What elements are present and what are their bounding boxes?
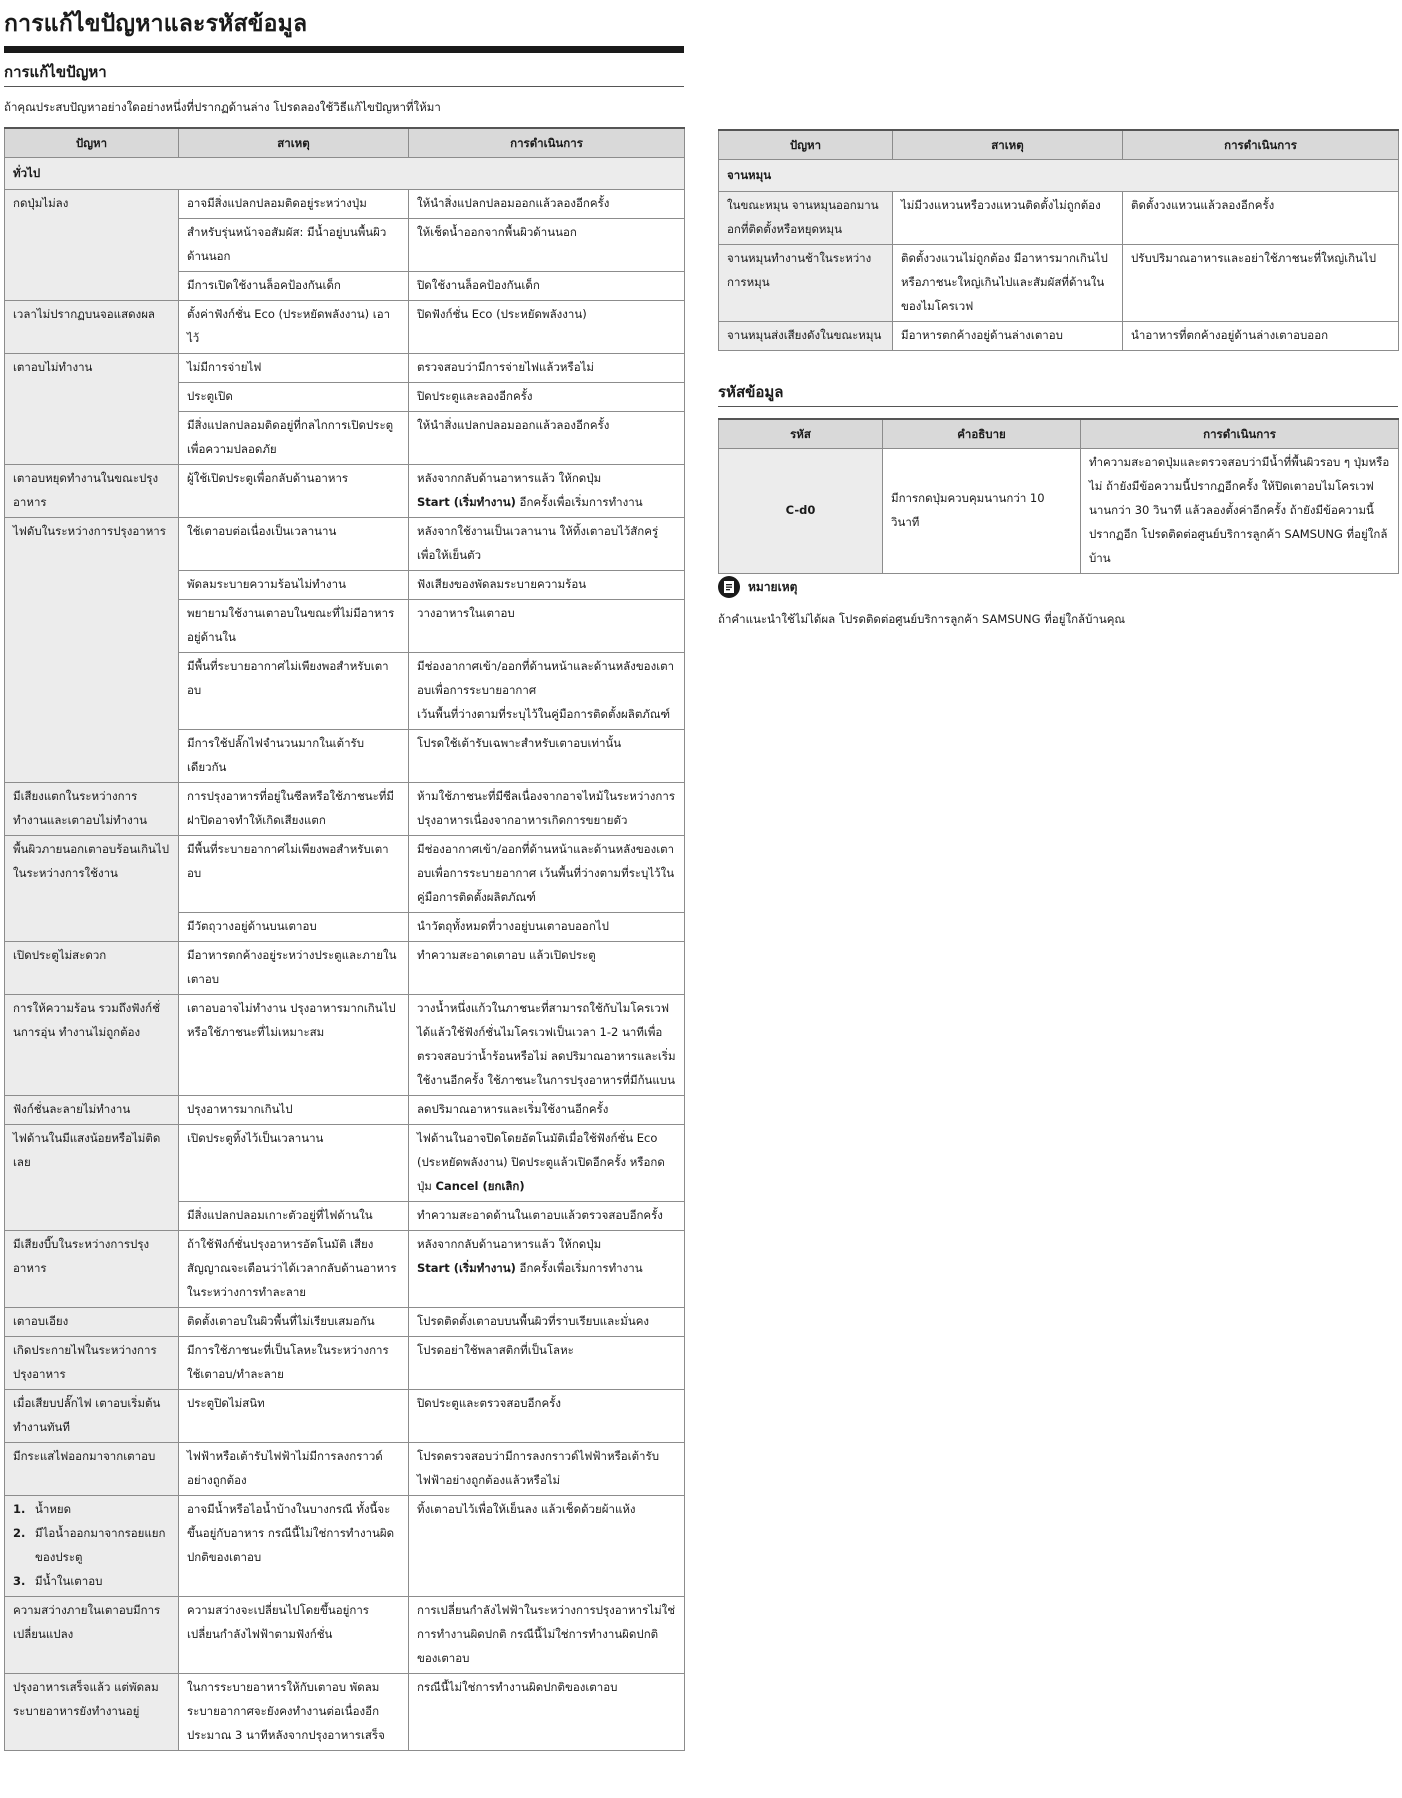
start-button-label: Start (เริ่มทำงาน) <box>417 1261 516 1275</box>
cause-cell: ไม่มีวงแหวนหรือวงแหวนติดตั้งไม่ถูกต้อง <box>893 192 1123 245</box>
list-item <box>13 1569 170 1593</box>
action-cell: ให้นำสิ่งแปลกปลอมออกแล้วลองอีกครั้ง <box>409 190 685 219</box>
header-action: การดำเนินการ <box>1123 130 1399 160</box>
problem-cell: ฟังก์ชั่นละลายไม่ทำงาน <box>5 1096 179 1125</box>
action-cell: มีช่องอากาศเข้า/ออกที่ด้านหน้าและด้านหลังของเตาอบเพื่อการระบายอากาศ เว้นพื้นที่ว่างตามที่ระบุไว้ในคู่มือการติดตั้งผลิตภัณฑ์ <box>409 836 685 913</box>
list-text: มีไอน้ำออกมาจากรอยแยกของประตู <box>35 1526 166 1564</box>
table-row <box>5 1125 685 1202</box>
cause-cell: มีการเปิดใช้งานล็อคป้องกันเด็ก <box>179 272 409 301</box>
cause-cell: การปรุงอาหารที่อยู่ในซีลหรือใช้ภาชนะที่มีฝาปิดอาจทำให้เกิดเสียงแตก <box>179 783 409 836</box>
page-title: การแก้ไขปัญหาและรหัสข้อมูล <box>4 11 308 37</box>
action-cell <box>409 653 685 730</box>
problem-cell: เตาอบเอียง <box>5 1308 179 1337</box>
cause-cell: มีการใช้ปลั๊กไฟจำนวนมากในเต้ารับเดียวกัน <box>179 730 409 783</box>
table-header-row <box>5 128 685 158</box>
table-row <box>719 322 1399 351</box>
cause-cell: อาจมีน้ำหรือไอน้ำบ้างในบางกรณี ทั้งนี้จะขึ้นอยู่กับอาหาร กรณีนี้ไม่ใช่การทำงานผิดปกติของเตาอบ <box>179 1496 409 1597</box>
table-header-row <box>719 130 1399 160</box>
problem-cell: ไฟดับในระหว่างการปรุงอาหาร <box>5 518 179 783</box>
table-row <box>5 1674 685 1751</box>
cause-cell: ประตูปิดไม่สนิท <box>179 1390 409 1443</box>
cause-cell: ติดตั้งเตาอบในผิวพื้นที่ไม่เรียบเสมอกัน <box>179 1308 409 1337</box>
problem-cell: เปิดประตูไม่สะดวก <box>5 942 179 995</box>
problem-cell: ความสว่างภายในเตาอบมีการเปลี่ยนแปลง <box>5 1597 179 1674</box>
problem-cell: เกิดประกายไฟในระหว่างการปรุงอาหาร <box>5 1337 179 1390</box>
action-cell: ทิ้งเตาอบไว้เพื่อให้เย็นลง แล้วเช็ดด้วยผ้าแห้ง <box>409 1496 685 1597</box>
header-action: การดำเนินการ <box>1081 419 1399 449</box>
header-cause: สาเหตุ <box>179 128 409 158</box>
list-text: น้ำหยด <box>35 1502 72 1516</box>
action-cell: โปรดติดตั้งเตาอบบนพื้นผิวที่ราบเรียบและมั่นคง <box>409 1308 685 1337</box>
troubleshooting-table <box>4 127 685 1751</box>
troubleshooting-heading: การแก้ไขปัญหา <box>4 63 107 81</box>
list-number: 3. <box>13 1574 26 1588</box>
info-codes-table <box>718 418 1399 574</box>
action-cell: การเปลี่ยนกำลังไฟฟ้าในระหว่างการปรุงอาหารไม่ใช่การทำงานผิดปกติ กรณีนี้ไม่ใช่การทำงานผิดปกติของเตาอบ <box>409 1597 685 1674</box>
cause-cell: ใช้เตาอบต่อเนื่องเป็นเวลานาน <box>179 518 409 571</box>
action-cell <box>409 1125 685 1202</box>
cause-cell: ปรุงอาหารมากเกินไป <box>179 1096 409 1125</box>
problem-cell: ในขณะหมุน จานหมุนออกมานอกที่ติดตั้งหรือหยุดหมุน <box>719 192 893 245</box>
cause-cell: พยายามใช้งานเตาอบในขณะที่ไม่มีอาหารอยู่ด้านใน <box>179 600 409 653</box>
action-cell: ทำความสะอาดเตาอบ แล้วเปิดประตู <box>409 942 685 995</box>
action-cell: ปิดฟังก์ชั่น Eco (ประหยัดพลังงาน) <box>409 301 685 354</box>
table-row <box>5 1496 685 1597</box>
cause-cell: เตาอบอาจไม่ทำงาน ปรุงอาหารมากเกินไป หรือใช้ภาชนะที่ไม่เหมาะสม <box>179 995 409 1096</box>
problem-cell <box>5 1496 179 1597</box>
list-number: 2. <box>13 1526 26 1540</box>
header-code: รหัส <box>719 419 883 449</box>
title-rule <box>4 46 684 53</box>
list-number: 1. <box>13 1502 26 1516</box>
table-row <box>5 1096 685 1125</box>
heading-rule <box>718 406 1398 407</box>
cause-cell: ไม่มีการจ่ายไฟ <box>179 354 409 383</box>
table-row <box>5 1308 685 1337</box>
table-row <box>5 1597 685 1674</box>
action-cell: ตรวจสอบว่ามีการจ่ายไฟแล้วหรือไม่ <box>409 354 685 383</box>
note-icon <box>718 576 740 598</box>
turntable-table <box>718 129 1399 351</box>
action-cell: ลดปริมาณอาหารและเริ่มใช้งานอีกครั้ง <box>409 1096 685 1125</box>
note-title: หมายเหตุ <box>748 579 798 594</box>
category-general: ทั่วไป <box>5 158 685 190</box>
table-row <box>5 1390 685 1443</box>
cause-cell: ความสว่างจะเปลี่ยนไปโดยขึ้นอยู่การเปลี่ยนกำลังไฟฟ้าตามฟังก์ชั่น <box>179 1597 409 1674</box>
note-text: ถ้าคำแนะนำใช้ไม่ได้ผล โปรดติดต่อศูนย์บริการลูกค้า SAMSUNG ที่อยู่ใกล้บ้านคุณ <box>718 612 1126 626</box>
action-cell: ปิดใช้งานล็อคป้องกันเด็ก <box>409 272 685 301</box>
action-text: เว้นพื้นที่ว่างตามที่ระบุไว้ในคู่มือการติดตั้งผลิตภัณฑ์ <box>417 707 671 721</box>
problem-cell: มีกระแสไฟออกมาจากเตาอบ <box>5 1443 179 1496</box>
action-cell: นำวัตถุทั้งหมดที่วางอยู่บนเตาอบออกไป <box>409 913 685 942</box>
table-row <box>719 192 1399 245</box>
problem-cell: จานหมุนส่งเสียงดังในขณะหมุน <box>719 322 893 351</box>
action-cell: วางน้ำหนึ่งแก้วในภาชนะที่สามารถใช้กับไมโครเวฟได้แล้วใช้ฟังก์ชั่นไมโครเวฟเป็นเวลา 1-2 นาทีเพื่อตรวจสอบว่าน้ำร้อนหรือไม่ ลดปริมาณอาหารและเริ่มใช้งานอีกครั้ง ใช้ภาชนะในการปรุงอาหารที่มีก้นแบน <box>409 995 685 1096</box>
start-button-label: Start (เริ่มทำงาน) <box>417 495 516 509</box>
note-header <box>718 576 797 598</box>
table-header-row <box>719 419 1399 449</box>
heading-rule <box>4 86 684 87</box>
cause-cell: มีการใช้ภาชนะที่เป็นโลหะในระหว่างการใช้เตาอบ/ทำละลาย <box>179 1337 409 1390</box>
header-problem: ปัญหา <box>5 128 179 158</box>
action-cell <box>409 465 685 518</box>
cause-cell: เปิดประตูทิ้งไว้เป็นเวลานาน <box>179 1125 409 1202</box>
action-cell: ทำความสะอาดปุ่มและตรวจสอบว่ามีน้ำที่พื้นผิวรอบ ๆ ปุ่มหรือไม่ ถ้ายังมีข้อความนี้ปรากฏอีกครั้ง ให้ปิดเตาอบไมโครเวฟนานกว่า 30 วินาที แล้วลองตั้งค่าอีกครั้ง ถ้ายังมีข้อความนี้ปรากฏอีก โปรดติดต่อศูนย์บริการลูกค้า SAMSUNG ที่อยู่ใกล้บ้าน <box>1081 449 1399 574</box>
cause-cell: ไฟฟ้าหรือเต้ารับไฟฟ้าไม่มีการลงกราวด์อย่างถูกต้อง <box>179 1443 409 1496</box>
cause-cell: ตั้งค่าฟังก์ชั่น Eco (ประหยัดพลังงาน) เอาไว้ <box>179 301 409 354</box>
table-row <box>719 245 1399 322</box>
code-cell: C-d0 <box>719 449 883 574</box>
cause-cell: ผู้ใช้เปิดประตูเพื่อกลับด้านอาหาร <box>179 465 409 518</box>
cause-cell: ในการระบายอาหารให้กับเตาอบ พัดลมระบายอากาศจะยังคงทำงานต่อเนื่องอีกประมาณ 3 นาทีหลังจากปรุงอาหารเสร็จ <box>179 1674 409 1751</box>
table-row <box>719 449 1399 574</box>
table-row <box>5 301 685 354</box>
table-row <box>5 190 685 219</box>
action-cell: ปิดประตูและลองอีกครั้ง <box>409 383 685 412</box>
action-cell: ให้เช็ดน้ำออกจากพื้นผิวด้านนอก <box>409 219 685 272</box>
cancel-button-label: Cancel (ยกเลิก) <box>435 1179 525 1193</box>
action-text: อีกครั้งเพื่อเริ่มการทำงาน <box>515 495 643 509</box>
problem-cell: กดปุ่มไม่ลง <box>5 190 179 301</box>
action-cell: วางอาหารในเตาอบ <box>409 600 685 653</box>
cause-cell: พัดลมระบายความร้อนไม่ทำงาน <box>179 571 409 600</box>
action-text: ไฟด้านในอาจปิดโดยอัตโนมัติเมื่อใช้ฟังก์ชั่น Eco (ประหยัดพลังงาน) ปิดประตูแล้วเปิดอีกครั้ง หรือกดปุ่ม <box>417 1131 665 1193</box>
table-row <box>5 518 685 571</box>
header-description: คำอธิบาย <box>883 419 1081 449</box>
table-row <box>5 1337 685 1390</box>
problem-cell: การให้ความร้อน รวมถึงฟังก์ชั่นการอุ่น ทำงานไม่ถูกต้อง <box>5 995 179 1096</box>
action-text: มีช่องอากาศเข้า/ออกที่ด้านหน้าและด้านหลังของเตาอบเพื่อการระบายอากาศ <box>417 659 675 697</box>
problem-list <box>13 1497 170 1593</box>
problem-cell: เมื่อเสียบปลั๊กไฟ เตาอบเริ่มต้นทำงานทันที <box>5 1390 179 1443</box>
cause-cell: มีพื้นที่ระบายอากาศไม่เพียงพอสำหรับเตาอบ <box>179 836 409 913</box>
action-cell: ให้นำสิ่งแปลกปลอมออกแล้วลองอีกครั้ง <box>409 412 685 465</box>
cause-cell: สำหรับรุ่นหน้าจอสัมผัส: มีน้ำอยู่บนพื้นผิวด้านนอก <box>179 219 409 272</box>
action-cell: ติดตั้งวงแหวนแล้วลองอีกครั้ง <box>1123 192 1399 245</box>
problem-cell: เวลาไม่ปรากฏบนจอแสดงผล <box>5 301 179 354</box>
list-item <box>13 1521 170 1569</box>
table-row <box>5 836 685 913</box>
header-cause: สาเหตุ <box>893 130 1123 160</box>
action-cell: ฟังเสียงของพัดลมระบายความร้อน <box>409 571 685 600</box>
action-cell: โปรดอย่าใช้พลาสติกที่เป็นโลหะ <box>409 1337 685 1390</box>
table-row <box>5 783 685 836</box>
problem-cell: พื้นผิวภายนอกเตาอบร้อนเกินไปในระหว่างการใช้งาน <box>5 836 179 942</box>
troubleshooting-intro: ถ้าคุณประสบปัญหาอย่างใดอย่างหนึ่งที่ปรากฏด้านล่าง โปรดลองใช้วิธีแก้ไขปัญหาที่ให้มา <box>4 100 441 114</box>
action-cell: โปรดใช้เต้ารับเฉพาะสำหรับเตาอบเท่านั้น <box>409 730 685 783</box>
cause-cell: มีอาหารตกค้างอยู่ด้านล่างเตาอบ <box>893 322 1123 351</box>
list-text: มีน้ำในเตาอบ <box>35 1574 103 1588</box>
action-cell: ปิดประตูและตรวจสอบอีกครั้ง <box>409 1390 685 1443</box>
description-cell: มีการกดปุ่มควบคุมนานกว่า 10 วินาที <box>883 449 1081 574</box>
action-cell: โปรดตรวจสอบว่ามีการลงกราวด์ไฟฟ้าหรือเต้ารับไฟฟ้าอย่างถูกต้องแล้วหรือไม่ <box>409 1443 685 1496</box>
cause-cell: ถ้าใช้ฟังก์ชั่นปรุงอาหารอัตโนมัติ เสียงสัญญาณจะเตือนว่าได้เวลากลับด้านอาหารในระหว่างการทำละลาย <box>179 1231 409 1308</box>
cause-cell: มีสิ่งแปลกปลอมเกาะตัวอยู่ที่ไฟด้านใน <box>179 1202 409 1231</box>
problem-cell: ปรุงอาหารเสร็จแล้ว แต่พัดลมระบายอาหารยังทำงานอยู่ <box>5 1674 179 1751</box>
problem-cell: เตาอบไม่ทำงาน <box>5 354 179 465</box>
problem-cell: เตาอบหยุดทำงานในขณะปรุงอาหาร <box>5 465 179 518</box>
table-row <box>5 465 685 518</box>
action-text: อีกครั้งเพื่อเริ่มการทำงาน <box>515 1261 643 1275</box>
action-cell: หลังจากใช้งานเป็นเวลานาน ให้ทิ้งเตาอบไว้สักครู่เพื่อให้เย็นตัว <box>409 518 685 571</box>
action-cell: ทำความสะอาดด้านในเตาอบแล้วตรวจสอบอีกครั้ง <box>409 1202 685 1231</box>
list-item <box>13 1497 170 1521</box>
cause-cell: มีวัตถุวางอยู่ด้านบนเตาอบ <box>179 913 409 942</box>
header-problem: ปัญหา <box>719 130 893 160</box>
cause-cell: ประตูเปิด <box>179 383 409 412</box>
table-row <box>5 942 685 995</box>
action-cell: ปรับปริมาณอาหารและอย่าใช้ภาชนะที่ใหญ่เกินไป <box>1123 245 1399 322</box>
cause-cell: มีอาหารตกค้างอยู่ระหว่างประตูและภายในเตาอบ <box>179 942 409 995</box>
action-cell: กรณีนี้ไม่ใช่การทำงานผิดปกติของเตาอบ <box>409 1674 685 1751</box>
cause-cell: มีสิ่งแปลกปลอมติดอยู่ที่กลไกการเปิดประตูเพื่อความปลอดภัย <box>179 412 409 465</box>
category-row <box>719 160 1399 192</box>
action-text: หลังจากกลับด้านอาหารแล้ว ให้กดปุ่ม <box>417 1237 602 1251</box>
table-row <box>5 995 685 1096</box>
action-text: หลังจากกลับด้านอาหารแล้ว ให้กดปุ่ม <box>417 471 602 485</box>
table-row <box>5 354 685 383</box>
info-codes-heading: รหัสข้อมูล <box>718 383 784 401</box>
table-row <box>5 1443 685 1496</box>
cause-cell: อาจมีสิ่งแปลกปลอมติดอยู่ระหว่างปุ่ม <box>179 190 409 219</box>
cause-cell: ติดตั้งวงแวนไม่ถูกต้อง มีอาหารมากเกินไป หรือภาชนะใหญ่เกินไปและสัมผัสที่ด้านในของไมโครเวฟ <box>893 245 1123 322</box>
table-row <box>5 1231 685 1308</box>
problem-cell: มีเสียงแตกในระหว่างการทำงานและเตาอบไม่ทำงาน <box>5 783 179 836</box>
problem-cell: ไฟด้านในมีแสงน้อยหรือไม่ติดเลย <box>5 1125 179 1231</box>
action-cell <box>409 1231 685 1308</box>
cause-cell: มีพื้นที่ระบายอากาศไม่เพียงพอสำหรับเตาอบ <box>179 653 409 730</box>
action-cell: นำอาหารที่ตกค้างอยู่ด้านล่างเตาอบออก <box>1123 322 1399 351</box>
problem-cell: จานหมุนทำงานช้าในระหว่างการหมุน <box>719 245 893 322</box>
action-cell: ห้ามใช้ภาชนะที่มีซีลเนื่องจากอาจไหม้ในระหว่างการปรุงอาหารเนื่องจากอาหารเกิดการขยายตัว <box>409 783 685 836</box>
header-action: การดำเนินการ <box>409 128 685 158</box>
problem-cell: มีเสียงบี๊บในระหว่างการปรุงอาหาร <box>5 1231 179 1308</box>
category-row <box>5 158 685 190</box>
category-turntable: จานหมุน <box>719 160 1399 192</box>
